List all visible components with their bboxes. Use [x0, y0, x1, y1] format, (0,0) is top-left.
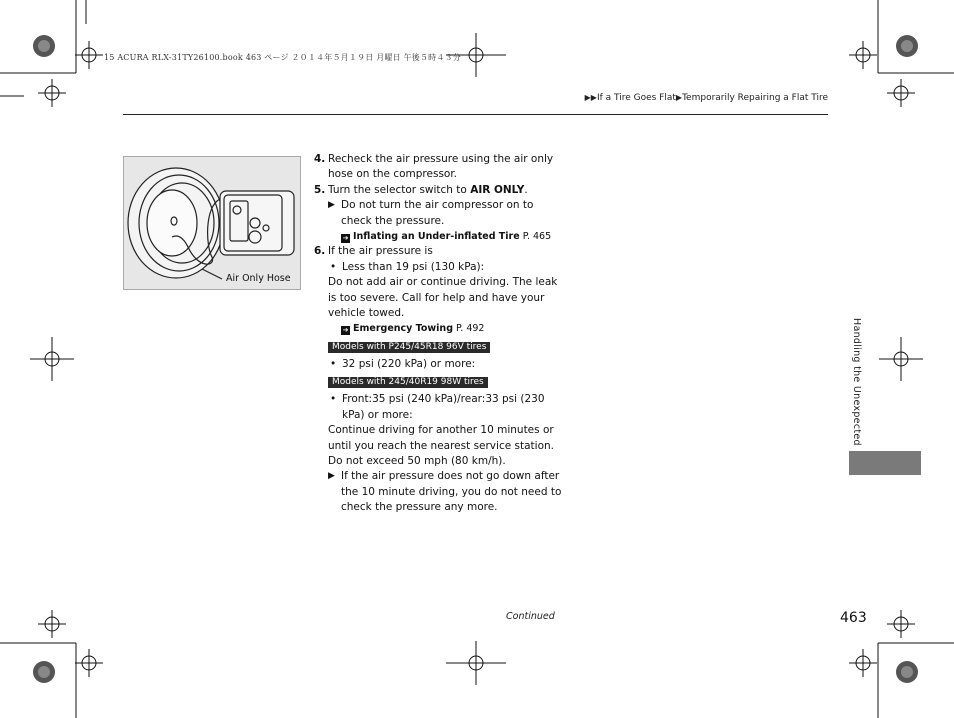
reference-title: Inflating an Under-inflated Tire: [353, 231, 520, 243]
bullet-text: Front:35 psi (240 kPa)/rear:33 psi (230 kPa) or more:: [342, 393, 545, 421]
step-text: Recheck the air pressure using the air only hose on the compressor.: [328, 153, 554, 181]
selector-setting: AIR ONLY: [470, 183, 525, 196]
step-text: Turn the selector switch to: [328, 183, 471, 196]
reference-arrow-icon: ➔: [342, 326, 349, 335]
model-badge: Models with P245/45R18 96V tires: [328, 342, 490, 353]
step-5-note: [314, 198, 564, 229]
step-text-end: .: [524, 183, 528, 196]
bullet-text: Less than 19 psi (130 kPa):: [342, 260, 485, 273]
step-number: 4.: [314, 153, 326, 165]
condition-bullet: [314, 392, 564, 423]
header-rule: [123, 114, 828, 115]
reference-arrow-icon: ➔: [342, 234, 349, 243]
condition-bullet: [314, 357, 564, 372]
chapter-label-text: Handling the Unexpected: [851, 318, 862, 446]
reference-page: P. 492: [456, 323, 485, 335]
breadcrumb: [585, 93, 828, 103]
breadcrumb-item[interactable]: If a Tire Goes Flat: [596, 93, 676, 103]
model-badge: Models with 245/40R19 98W tires: [328, 377, 488, 388]
breadcrumb-arrow-icon: ▶▶: [584, 93, 597, 102]
note-text: If the air pressure does not go down after the 10 minute driving, you do not need to check the pressure any more.: [341, 470, 562, 514]
reference-title: Emergency Towing: [353, 323, 453, 335]
note-triangle-icon: ▶: [328, 471, 335, 482]
figure-label: Air Only Hose: [226, 273, 291, 284]
step-number: 6.: [314, 245, 326, 258]
condition-bullet: [314, 260, 564, 275]
compressor-drawing: [124, 157, 301, 290]
step-text: If the air pressure is: [328, 245, 433, 258]
compressor-illustration: [123, 156, 301, 290]
condition-paragraph: Do not add air or continue driving. The leak is too severe. Call for help and have your vehicle towed.: [328, 276, 558, 320]
continued-label: Continued: [506, 611, 555, 622]
note-triangle-icon: ▶: [328, 200, 335, 211]
page-number: 463: [840, 610, 867, 626]
chapter-label: [848, 318, 864, 448]
print-header: 15 ACURA RLX-31TY26100.book 463 ページ ２０１４年５月１９日 月曜日 午後５時４３分: [104, 53, 461, 62]
cross-reference[interactable]: [314, 321, 564, 336]
reference-page: P. 465: [522, 231, 552, 243]
bullet-text: 32 psi (220 kPa) or more:: [342, 357, 476, 370]
cross-reference[interactable]: [314, 229, 564, 244]
model-badge-row: [314, 337, 564, 357]
condition-paragraph: Continue driving for another 10 minutes or until you reach the nearest service station. Do not exceed 50 mph (80 km/h).: [328, 424, 554, 467]
breadcrumb-arrow-icon: ▶: [675, 93, 683, 102]
step-number: 5.: [314, 183, 326, 196]
step-5: [314, 183, 564, 198]
note-text: Do not turn the air compressor on to check the pressure.: [341, 199, 534, 227]
breadcrumb-item[interactable]: Temporarily Repairing a Flat Tire: [682, 93, 828, 103]
bullet-dot-icon: •: [330, 260, 337, 273]
bullet-dot-icon: •: [330, 393, 337, 406]
instructions: [314, 152, 564, 516]
model-badge-row: [314, 372, 564, 392]
step-6: [314, 244, 564, 259]
chapter-tab[interactable]: [849, 451, 921, 475]
bullet-dot-icon: •: [330, 357, 337, 370]
step-6-note: [314, 469, 564, 515]
step-4: [314, 152, 564, 183]
